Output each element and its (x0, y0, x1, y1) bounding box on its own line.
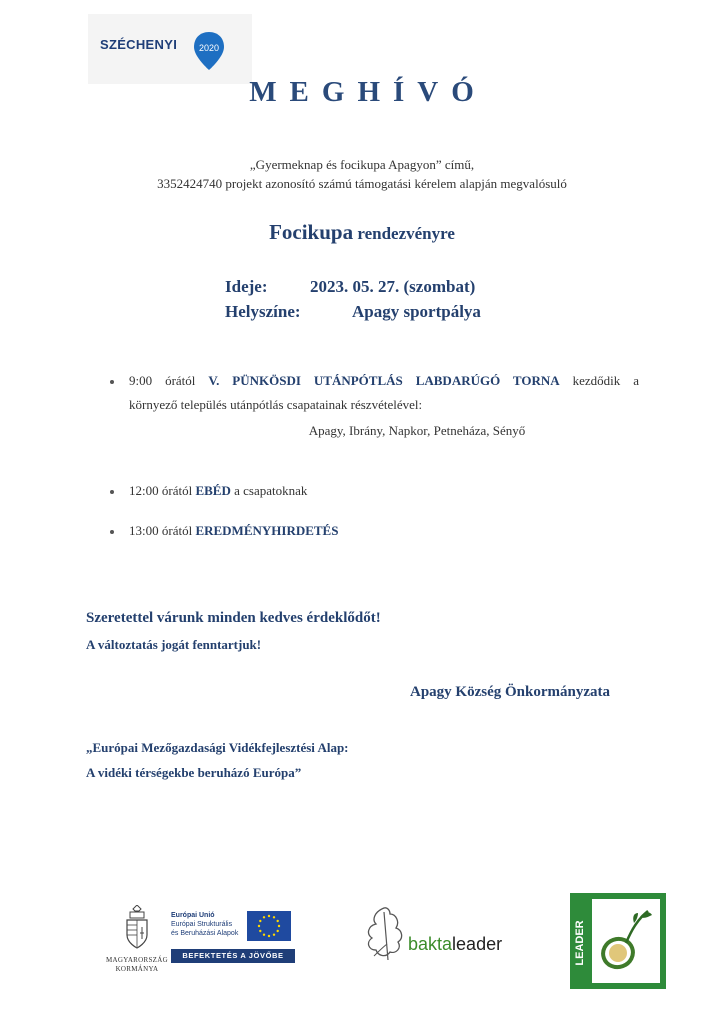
baktaleader-text-part-2: leader (452, 934, 503, 954)
program-highlight: V. PÜNKÖSDI UTÁNPÓTLÁS LABDARÚGÓ TORNA (208, 373, 560, 388)
place-label: Helyszíne: (225, 302, 301, 321)
coat-of-arms-icon (122, 905, 152, 951)
event-subtitle (0, 220, 724, 245)
date-value: 2023. 05. 27. (szombat) (310, 277, 476, 296)
program-time: 13:00 órától (129, 523, 196, 538)
eu-logo-line-3: és Beruházási Alapok (171, 930, 239, 937)
intro-line-2: 3352424740 projekt azonosító számú támogatási kérelem alapján megvalósuló (157, 176, 567, 191)
leader-emblem-icon (570, 893, 666, 989)
event-name-rest: rendezvényre (353, 224, 455, 243)
gov-logo-line-1: MAGYARORSZÁG (106, 956, 168, 964)
welcome-text: Szeretettel várunk minden kedves érdeklődőt! (86, 610, 381, 626)
program-highlight: EBÉD (195, 483, 231, 498)
reserve-rights-text: A változtatás jogát fenntartjuk! (86, 637, 262, 652)
program-rest: kezdődik a (559, 373, 640, 388)
baktaleader-logo (360, 904, 525, 968)
baktaleader-text-part-1: bakta (408, 934, 453, 954)
date-label: Ideje: (225, 277, 268, 296)
szechenyi-logo-text: SZÉCHENYI (100, 37, 178, 52)
program-time: 12:00 órától (129, 483, 196, 498)
program-item-3 (129, 521, 338, 541)
oak-leaf-icon (360, 904, 410, 966)
eu-funds-logo (171, 911, 295, 967)
fund-line-2: A vidéki térségekbe beruházó Európa” (86, 765, 302, 780)
bullet-dot (110, 530, 114, 534)
leader-logo-text: LEADER (574, 920, 586, 966)
event-name-bold: Focikupa (269, 220, 354, 244)
gov-logo-line-2: KORMÁNYA (115, 965, 159, 973)
eu-logo-bar: BEFEKTETÉS A JÖVŐBE (171, 949, 295, 963)
program-highlight: EREDMÉNYHIRDETÉS (195, 523, 339, 538)
place-value: Apagy sportpálya (352, 302, 481, 321)
program-item-1-line-2: környező település utánpótlás csapatainak részvételével: (129, 397, 423, 412)
eu-logo-line-2: Európai Strukturális (171, 921, 233, 928)
leader-logo (570, 893, 666, 989)
signature: Apagy Község Önkormányzata (410, 684, 610, 700)
program-item-2 (129, 481, 307, 501)
eu-flag-icon (247, 911, 291, 941)
eu-logo-line-1: Európai Unió (171, 912, 215, 919)
location-pin-icon (192, 30, 226, 72)
baktaleader-text (408, 934, 502, 955)
szechenyi-2020-logo (88, 14, 252, 84)
intro-line-1: „Gyermeknap és focikupa Apagyon” című, (249, 157, 475, 172)
program-item-1 (129, 371, 639, 391)
fund-line-1: „Európai Mezőgazdasági Vidékfejlesztési Alap: (86, 740, 349, 755)
program-towns: Apagy, Ibrány, Napkor, Petneháza, Sényő (308, 423, 526, 438)
szechenyi-logo-number: 2020 (198, 43, 220, 53)
bullet-dot (110, 490, 114, 494)
program-time: 9:00 órától (129, 373, 209, 388)
hungarian-government-logo (102, 905, 172, 980)
program-rest: a csapatoknak (230, 483, 308, 498)
bullet-dot (110, 380, 114, 384)
page-title: MEGHÍVÓ (249, 76, 487, 108)
